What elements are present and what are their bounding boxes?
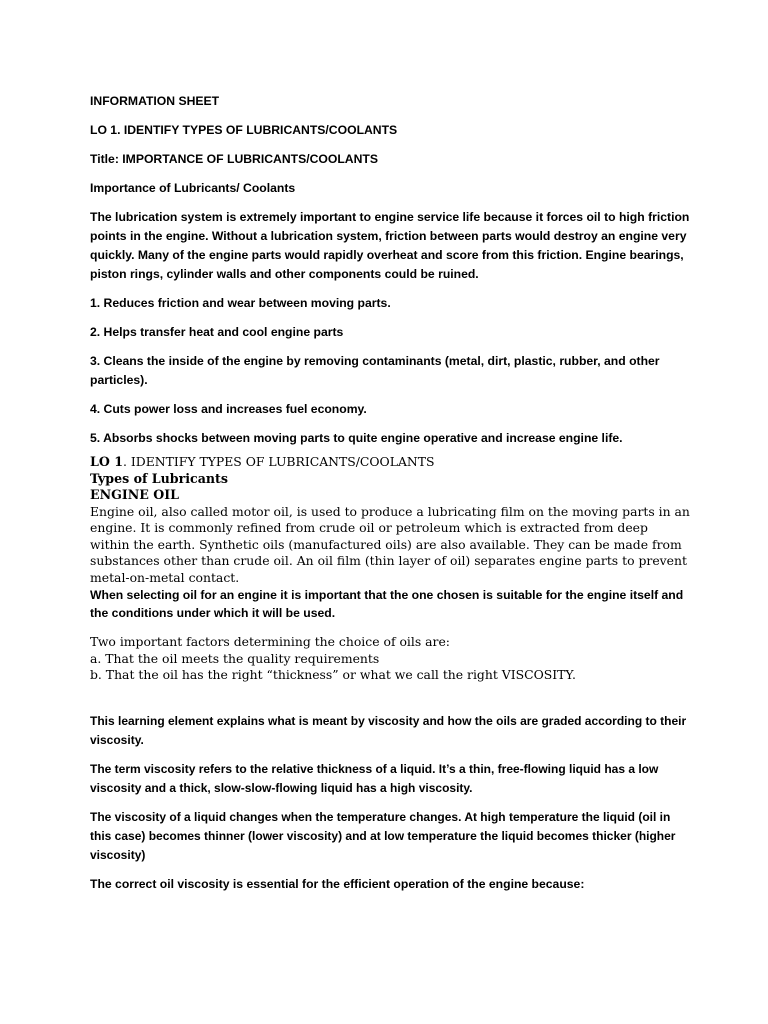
list-item-5: 5. Absorbs shocks between moving parts to quite engine operative and increase engine life.: [90, 431, 623, 445]
list-item-2: 2. Helps transfer heat and cool engine parts: [90, 325, 344, 339]
engine-oil-subheading: ENGINE OIL: [90, 487, 179, 502]
engine-oil-paragraph: Engine oil, also called motor oil, is used to produce a lubricating film on the moving parts in an engine. It is commonly refined from crude oil or petroleum which is extracted from deep within the earth. Synthetic oils (manufactured oils) are also available. They can be made from substances other than crude oil. An oil film (thin layer of oil) separates engine parts to prevent metal-on-metal contact.: [90, 503, 690, 585]
lo-heading: LO 1. IDENTIFY TYPES OF LUBRICANTS/COOLANTS: [90, 123, 398, 137]
factor-b: b. That the oil has the right “thickness” or what we call the right VISCOSITY.: [90, 667, 576, 682]
document-page: [90, 92, 690, 894]
viscosity-paragraph-1: This learning element explains what is meant by viscosity and how the oils are graded according to their viscosity.: [90, 713, 687, 747]
viscosity-paragraph-4: The correct oil viscosity is essential for the efficient operation of the engine because:: [90, 876, 585, 891]
list-item-3: 3. Cleans the inside of the engine by removing contaminants (metal, dirt, plastic, rubber, and other particles).: [90, 354, 660, 387]
selection-paragraph: When selecting oil for an engine it is important that the one chosen is suitable for the engine itself and the conditions under which it will be used.: [90, 588, 684, 620]
factors-intro: Two important factors determining the choice of oils are:: [90, 634, 450, 649]
sheet-title: INFORMATION SHEET: [90, 94, 220, 108]
types-lo-heading: [90, 454, 690, 471]
list-item-4: 4. Cuts power loss and increases fuel economy.: [90, 402, 367, 416]
viscosity-paragraph-2: The term viscosity refers to the relative thickness of a liquid. It’s a thin, free-flowing liquid has a low viscosity and a thick, slow-slow-flowing liquid has a high viscosity.: [90, 761, 659, 795]
section-heading: Importance of Lubricants/ Coolants: [90, 181, 296, 195]
viscosity-paragraph-3: The viscosity of a liquid changes when the temperature changes. At high temperature the liquid (oil in this case) becomes thinner (lower viscosity) and at low temperature the liquid becomes thicker (higher viscosity): [90, 809, 676, 862]
types-heading: Types of Lubricants: [90, 470, 228, 486]
intro-paragraph: The lubrication system is extremely important to engine service life because it forces oil to high friction points in the engine. Without a lubrication system, friction between parts would destroy an engine very quickly. Many of the engine parts would rapidly overheat and score from this friction. Engine bearings, piston rings, cylinder walls and other components could be ruined.: [90, 210, 690, 281]
types-lo-rest: . IDENTIFY TYPES OF LUBRICANTS/COOLANTS: [122, 454, 435, 469]
list-item-1: 1. Reduces friction and wear between moving parts.: [90, 296, 391, 310]
types-lo-prefix: LO 1: [90, 454, 123, 469]
title-line: Title: IMPORTANCE OF LUBRICANTS/COOLANTS: [90, 152, 378, 166]
factor-a: a. That the oil meets the quality requirements: [90, 650, 380, 666]
